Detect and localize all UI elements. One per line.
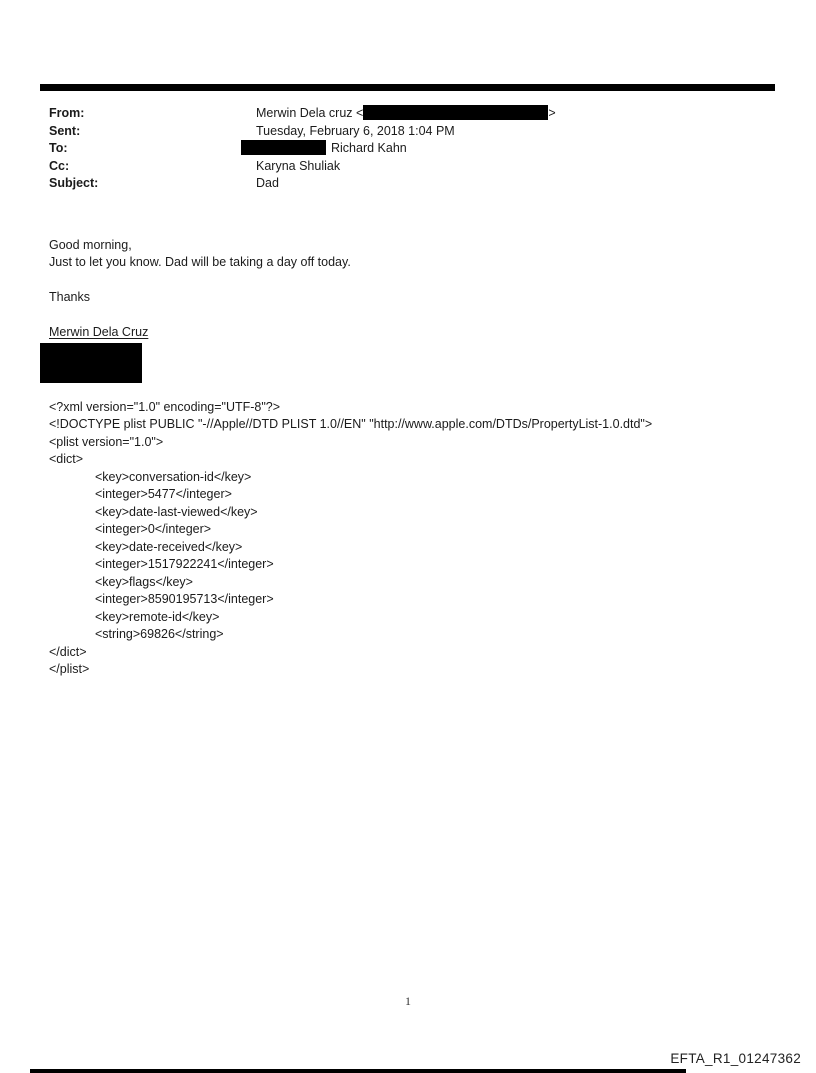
plist-line: <?xml version="1.0" encoding="UTF-8"?>	[49, 399, 281, 414]
page-content	[0, 84, 816, 679]
from-value	[256, 106, 556, 120]
email-sent-row	[49, 123, 776, 141]
body-greeting: Good morning,	[49, 237, 132, 252]
plist-xml-block	[49, 399, 776, 679]
plist-line: </dict>	[49, 644, 87, 659]
plist-line: <!DOCTYPE plist PUBLIC "-//Apple//DTD PLIST 1.0//EN" "http://www.apple.com/DTDs/PropertyList-1.0.dtd">	[49, 417, 653, 431]
plist-line: </plist>	[49, 662, 90, 676]
subject-label: Subject:	[49, 176, 99, 190]
to-recipient-name: Richard Kahn	[331, 141, 407, 155]
cc-label: Cc:	[49, 158, 70, 173]
from-sender-name: Merwin Dela cruz <	[256, 106, 364, 120]
plist-line: <key>remote-id</key>	[95, 609, 220, 624]
email-body	[49, 237, 776, 383]
email-header	[49, 105, 776, 193]
plist-line: <integer>5477</integer>	[95, 487, 232, 501]
page-number: 1	[405, 994, 411, 1008]
to-value	[256, 141, 407, 155]
sent-value: Tuesday, February 6, 2018 1:04 PM	[256, 123, 455, 138]
plist-line: <plist version="1.0">	[49, 434, 164, 449]
signature-name: Merwin Dela Cruz	[49, 325, 149, 339]
plist-line: <key>conversation-id</key>	[95, 469, 252, 484]
cc-value: Karyna Shuliak	[256, 158, 341, 173]
plist-line: <integer>8590195713</integer>	[95, 592, 274, 606]
plist-line: <key>date-received</key>	[95, 539, 243, 554]
sent-label: Sent:	[49, 123, 81, 138]
header-divider-rule	[40, 84, 775, 91]
email-to-row	[49, 140, 776, 158]
from-email-redaction-bar	[363, 105, 548, 120]
to-recipient-redaction-bar	[241, 140, 326, 155]
body-message: Just to let you know. Dad will be taking a day off today.	[49, 255, 351, 269]
from-label: From:	[49, 106, 85, 120]
plist-line: <integer>0</integer>	[95, 522, 212, 536]
email-cc-row	[49, 158, 776, 176]
signature-redaction-box	[40, 343, 142, 383]
plist-line: <dict>	[49, 452, 84, 466]
plist-line: <key>date-last-viewed</key>	[95, 504, 258, 519]
plist-line: <key>flags</key>	[95, 574, 193, 589]
plist-line: <string>69826</string>	[95, 627, 224, 641]
plist-line: <integer>1517922241</integer>	[95, 557, 274, 571]
subject-value: Dad	[256, 176, 279, 190]
email-subject-row	[49, 175, 776, 193]
bottom-scan-bar	[30, 1069, 686, 1073]
email-from-row	[49, 105, 776, 123]
bates-number: EFTA_R1_01247362	[670, 1051, 801, 1066]
to-label: To:	[49, 141, 68, 155]
body-closing: Thanks	[49, 290, 90, 304]
from-value-suffix: >	[548, 106, 556, 120]
